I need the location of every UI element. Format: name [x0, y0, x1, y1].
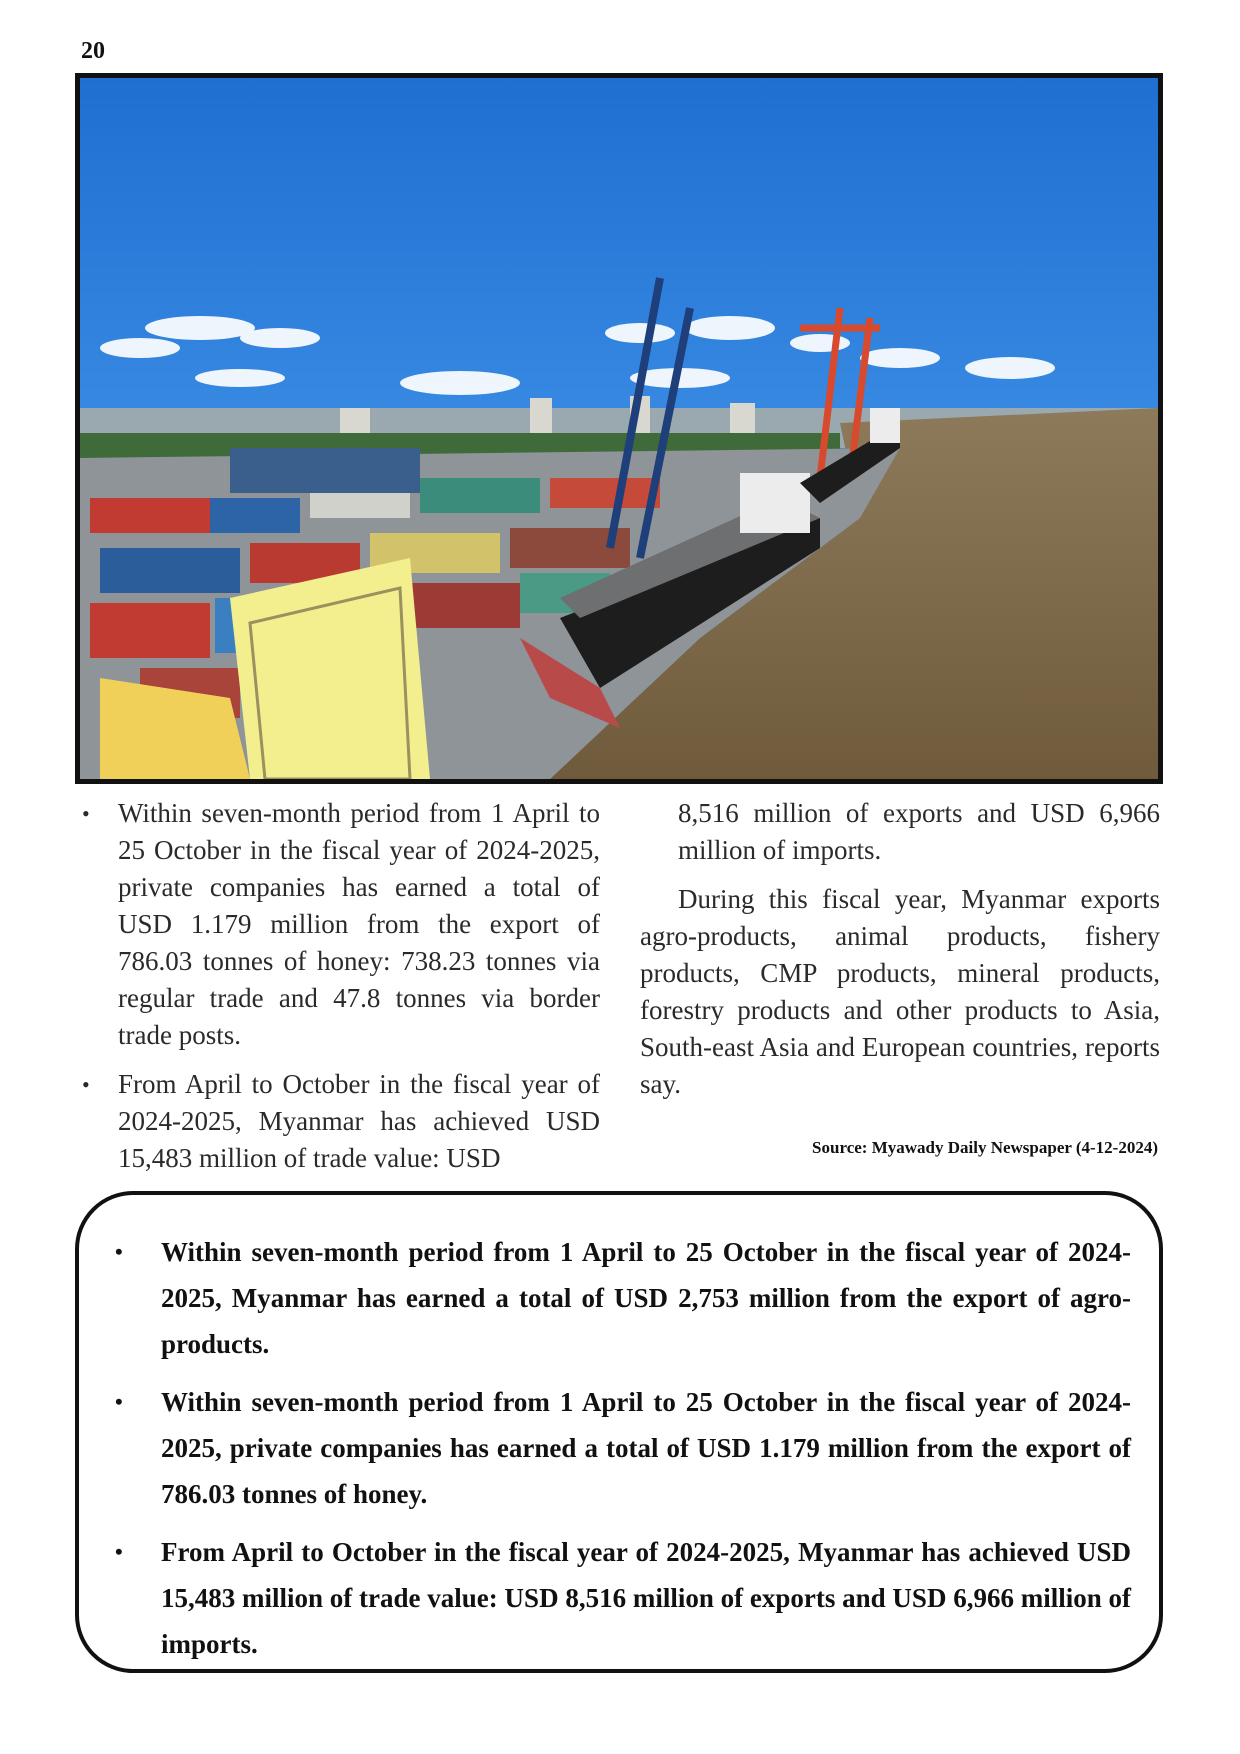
right-column	[640, 795, 1160, 1113]
port-photo	[75, 73, 1163, 784]
body-paragraph: During this fiscal year, Myanmar exports agro-products, animal products, fishery products, CMP products, mineral products, forestry products and other products to Asia, South-east Asia and European countries, reports say.	[640, 884, 1160, 1099]
bullet-continuation: 8,516 million of exports and USD 6,966 million of imports.	[678, 798, 1160, 865]
source-citation: Source: Myawady Daily Newspaper (4-12-2024)	[812, 1138, 1158, 1157]
left-bullet-trade-value: • From April to October in the fiscal year of 2024-2025, Myanmar has achieved USD 15,483 million of trade value: USD	[80, 1066, 600, 1177]
summary-bullet-honey: • Within seven-month period from 1 April to 25 October in the fiscal year of 2024-2025, private companies has earned a total of USD 1.179 million from the export of 786.03 tonnes of honey.	[101, 1379, 1131, 1517]
summary-bullet-agro: • Within seven-month period from 1 April to 25 October in the fiscal year of 2024-2025, Myanmar has earned a total of USD 2,753 million from the export of agro-products.	[101, 1229, 1131, 1367]
bullet-icon: •	[82, 801, 90, 826]
summary-bullet-trade: • From April to October in the fiscal year of 2024-2025, Myanmar has achieved USD 15,483 million of trade value: USD 8,516 million of exports and USD 6,966 million of imports.	[101, 1529, 1131, 1667]
left-column	[80, 795, 600, 1189]
port-illustration	[80, 78, 1158, 779]
page-number: 20	[81, 38, 105, 64]
bullet-icon: •	[115, 1539, 123, 1564]
bullet-icon: •	[82, 1072, 90, 1097]
bullet-icon: •	[115, 1239, 123, 1264]
left-bullet-honey-exports: • Within seven-month period from 1 April to 25 October in the fiscal year of 2024-2025, private companies has earned a total of USD 1.179 million from the export of 786.03 tonnes of honey: 738.23 tonnes via regular trade and 47.8 tonnes via border trade posts.	[80, 795, 600, 1054]
bullet-icon: •	[115, 1389, 123, 1414]
summary-box	[75, 1191, 1163, 1673]
